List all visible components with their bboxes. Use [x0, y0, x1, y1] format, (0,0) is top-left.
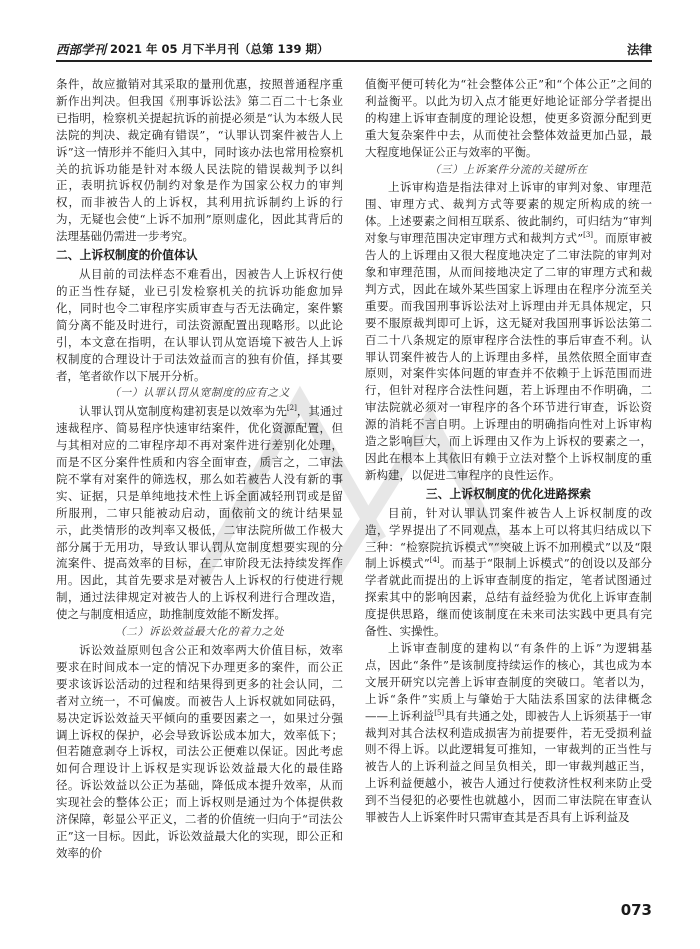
paragraph: 值衡平便可转化为“社会整体公正”和“个体公正”之间的利益衡平。以此为切入点才能更好地论证部分学者提出的构建上诉审查制度的理论设想，使更多资源分配到更重大复杂案件中去，从而使社会整体效益更加凸显，最大程度地保证公正与效率的平衡。 — [365, 77, 652, 159]
paragraph: 从目前的司法样态不难看出，因被告人上诉权行使的正当性存疑，业已引发检察机关的抗诉功能愈加异化，同时也令二审程序实质审查与否无法确定，案件繁简分离不能及时进行，司法资源配置出现略形。以此论引，本文意在指明，在认罪认罚从宽语境下被告人上诉权制度的合理设计于司法效益而言的独有价值，择其要者，笔者欲作以下展开分析。 — [56, 267, 343, 383]
paragraph-text: 。而原审被告人的上诉理由又很大程度地决定了二审法院的审判对象和审理范围，从而间接地决定了二审的审理方式和裁判方式，因此在域外某些国家上诉理由在程序分流至关重要。而我国刑事诉讼法对上诉理由并无具体规定，只要不服原裁判即可上诉，这无疑对我国刑事诉讼法第二百二十八条规定的原审程序合法性的事后审查不利。认罪认罚案件被告人的上诉理由多样，虽然依照全面审查原则，对案件实体问题的审查并不依赖于上诉范围而进行，但针对程序合法性问题，若上诉理由不作明确，二审法院就必须对一审程序的各个环节进行审查，诉讼资源的消耗不言自明。上诉理由的明确指向性对上诉审构造之影响巨大，而上诉理由又作为上诉权的要素之一，因此在根本上其依旧有赖于立法对整个上诉权制度的重新构建，以促进二审程序的良性运作。 — [365, 231, 652, 482]
section-heading: 二、上诉权制度的价值体认 — [56, 248, 198, 263]
subsection-heading: （二）诉讼效益最大化的着力之处 — [114, 625, 285, 639]
paragraph-text: 上诉审查制度的建构以“有条件的上诉”为逻辑基点，因此“条件”是该制度持续运作的核心，其也成为本文展开研究以完善上诉审查制度的突破口。笔者以为，上诉“条件”实质上与肇始于大陆法系国家的法律概念——上诉利益 — [365, 641, 652, 723]
citation-ref: [2] — [286, 404, 297, 413]
citation-ref: [3] — [583, 231, 594, 240]
paragraph-text: 具有共通之处，即被告人上诉须基于一审裁判对其合法权利造成损害为前提要件，若无受损利益则不得上诉。以此逻辑复可推知，一审裁判的正当性与被告人的上诉利益之间呈负相关，即一审裁判越正当，上诉利益便越小，被告人通过行使救济性权利来防止受到不当侵犯的必要性也就越小，因而二审法院在审查认罪被告人上诉案件时只需审查其是否具有上诉利益及 — [365, 708, 652, 825]
section-heading: 三、上诉权制度的优化进路探索 — [425, 486, 592, 501]
paragraph-text: 上诉审构造是指法律对上诉审的审判对象、审理范围、审理方式、裁判方式等要素的规定所构成的统一体。上述要素之间相互联系、彼此制约，可归结为“审判对象与审理范围决定审理方式和裁判方式” — [365, 180, 652, 246]
issue-info: 2021 年 05 月下半月刊（总第 139 期） — [110, 42, 329, 56]
subsection-heading: （一）认罪认罚从宽制度的应有之义 — [109, 386, 290, 400]
citation-ref: [5] — [434, 708, 445, 717]
paragraph — [365, 179, 652, 483]
citation-ref: [4] — [429, 556, 440, 565]
paragraph: 条件，故应撤销对其采取的量刑优惠，按照普通程序重新作出判决。但我国《刑事诉讼法》第二百二十七条业已指明，检察机关提起抗诉的前提必须是“认为本级人民法院的判决、裁定确有错误”，“认罪认罚案件被告人上诉”这一情形并不能归入其中，同时该办法也常用检察机关的抗诉功能是针对本级人民法院的错误裁判予以纠正，表明抗诉权仍制约对象是作为国家公权力的审判权，而非被告人的上诉权，其利用抗诉制约上诉的行为，无疑也会使“上诉不加刑”原则虚化，因此其背后的法理基础仍需进一步考究。 — [56, 77, 343, 244]
paragraph — [56, 403, 343, 623]
paragraph-text: 。而基于“限制上诉模式”的创设以及部分学者就此而提出的上诉审查制度的指定，笔者试图通过探索其中的影响因素，总结有益经验为优化上诉审查制度提供思路，继而使该制度在未来司法实践中更具有完备性、实操性。 — [365, 556, 652, 639]
paragraph-text: ，其通过速裁程序、简易程序快速审结案件，优化资源配置，但与其相对应的二审程序却不再对案件进行差别化处理，而是不区分案件性质和内容全面审查，质言之，二审法院不掌有对案件的筛选权，那么如若被告人没有新的事实、证据，只是单纯地技术性上诉全面减轻刑罚或是留所服刑，二审只能被动启动，面依前文的统计结果显示，此类情形的改判率又极低，二审法院所做工作极大部分属于无用功，导致认罪认罚从宽制度想要实现的分流案件、提高效率的目标，在二审阶段无法持续发挥作用。因此，其首先要求是对被告人上诉权的行使进行规制，通过法律规定对被告人的上诉权利进行合理改造，使之与制度相适应，助推制度效能不断发挥。 — [56, 404, 343, 622]
journal-title: 西部学刊 — [56, 42, 107, 57]
header-left — [56, 40, 329, 58]
paragraph — [365, 640, 652, 826]
right-column — [365, 76, 652, 898]
section-label: 法律 — [626, 42, 652, 57]
page-header — [56, 38, 652, 62]
paragraph-text: 认罪认罚从宽制度构建初衷是以效率为先 — [79, 404, 287, 419]
page-number: 073 — [620, 901, 652, 919]
body-columns — [56, 76, 652, 898]
paragraph: 诉讼效益原则包含公正和效率两大价值目标，效率要求在时间成本一定的情况下办理更多的案件，而公正要求该诉讼活动的过程和结果得到更多的社会认同，二者对立统一，不可偏废。而被告人上诉权就如同砝码，易决定诉讼效益天平倾向的重要因素之一，如果过分强调上诉权的保护，必会导致诉讼成本加大，效率低下；但若随意剥夺上诉权，司法公正便难以保证。因此考虑如何合理设计上诉权是实现诉讼效益最大化的最佳路径。诉讼效益以公正为基础，降低成本提升效率，从而实现社会的整体公正；而上诉权则是通过为个体提供救济保障，彰显公平正义，二者的价值统一归向于“司法公正”这一目标。因此，诉讼效益最大化的实现，即公正和效率的价 — [56, 643, 343, 860]
paragraph-text: 目前，针对认罪认罚案件被告人上诉权制度的改造，学界提出了不同观点，基本上可以将其归结成以下三种：“检察院抗诉模式”“突破上诉不加刑模式”以及“限制上诉模式” — [365, 505, 652, 571]
subsection-heading: （三）上诉案件分流的关键所在 — [429, 162, 588, 176]
paragraph — [365, 505, 652, 640]
left-column — [56, 76, 343, 898]
